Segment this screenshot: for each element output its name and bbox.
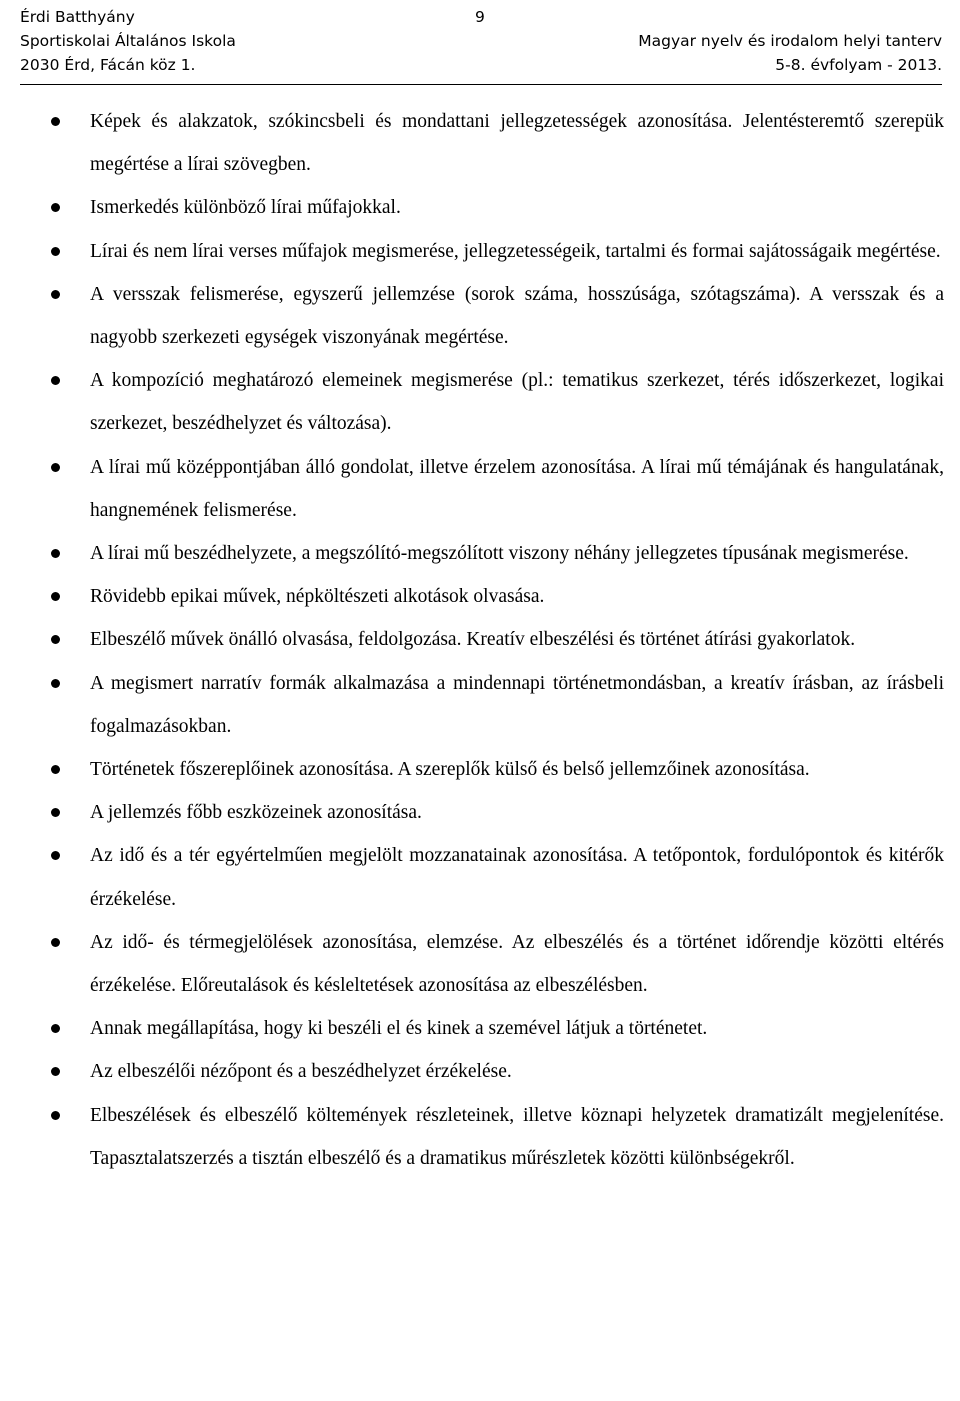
bullet-icon (51, 117, 60, 126)
bullet-list (0, 100, 960, 1180)
bullet-icon (51, 765, 60, 774)
list-item (0, 662, 960, 748)
header-address: 2030 Érd, Fácán köz 1. (20, 56, 196, 74)
bullet-icon (51, 938, 60, 947)
list-item (0, 921, 960, 1007)
list-item (0, 186, 960, 229)
list-item (0, 230, 960, 273)
list-item-text: A lírai mű beszédhelyzete, a megszólító-megszólított viszony néhány jellegzetes típusának megismerése. (90, 543, 909, 565)
page-header (20, 0, 942, 85)
bullet-icon (51, 463, 60, 472)
bullet-icon (51, 1024, 60, 1033)
bullet-icon (51, 1067, 60, 1076)
document-body (0, 100, 960, 1180)
bullet-icon (51, 1111, 60, 1120)
list-item-text: Történetek főszereplőinek azonosítása. A szereplők külső és belső jellemzőinek azonosítása. (90, 759, 810, 781)
list-item (0, 791, 960, 834)
list-item (0, 834, 960, 920)
list-item-text: A megismert narratív formák alkalmazása a mindennapi történetmondásban, a kreatív írásban, az írásbeli fogalmazásokban. (90, 672, 944, 737)
list-item (0, 748, 960, 791)
list-item (0, 532, 960, 575)
header-grade-range: 5-8. évfolyam - 2013. (775, 56, 942, 74)
list-item-text: A lírai mű középpontjában álló gondolat, illetve érzelem azonosítása. A lírai mű témájának és hangulatának, hangnemének felismerése. (90, 456, 944, 521)
bullet-icon (51, 247, 60, 256)
list-item (0, 100, 960, 186)
header-curriculum: Magyar nyelv és irodalom helyi tanterv (638, 32, 942, 50)
page-number: 9 (475, 8, 485, 26)
list-item-text: Képek és alakzatok, szókincsbeli és mondattani jellegzetességek azonosítása. Jelentésteremtő szerepük megértése a lírai szövegben. (90, 111, 944, 176)
list-item (0, 359, 960, 445)
list-item (0, 446, 960, 532)
list-item (0, 1007, 960, 1050)
bullet-icon (51, 635, 60, 644)
list-item-text: Elbeszélések és elbeszélő költemények részleteinek, illetve köznapi helyzetek dramatizált megjelenítése. Tapasztalatszerzés a tisztán elbeszélő és a dramatikus műrészletek közötti különbségekről. (90, 1104, 944, 1169)
bullet-icon (51, 851, 60, 860)
list-item-text: A versszak felismerése, egyszerű jellemzése (sorok száma, hosszúsága, szótagszáma). A versszak és a nagyobb szerkezeti egységek viszonyának megértése. (90, 283, 944, 349)
list-item-text: Elbeszélő művek önálló olvasása, feldolgozása. Kreatív elbeszélési és történet átírási gyakorlatok. (90, 629, 856, 651)
list-item (0, 1094, 960, 1180)
list-item-text: Lírai és nem lírai verses műfajok megismerése, jellegzetességeik, tartalmi és formai sajátosságaik megértése. (90, 240, 941, 262)
header-school-name: Érdi Batthyány (20, 8, 135, 26)
list-item (0, 575, 960, 618)
list-item-text: Ismerkedés különböző lírai műfajokkal. (90, 197, 401, 219)
bullet-icon (51, 203, 60, 212)
list-item (0, 1050, 960, 1093)
bullet-icon (51, 592, 60, 601)
list-item-text: Az idő és a tér egyértelműen megjelölt mozzanatainak azonosítása. A tetőpontok, fordulópontok és kitérők érzékelése. (90, 845, 944, 910)
bullet-icon (51, 290, 60, 299)
header-school-type: Sportiskolai Általános Iskola (20, 32, 236, 50)
list-item (0, 273, 960, 359)
bullet-icon (51, 808, 60, 817)
list-item-text: Az idő- és térmegjelölések azonosítása, elemzése. Az elbeszélés és a történet időrendje közötti eltérés érzékelése. Előreutalások és késleltetések azonosítása az elbeszélésben. (90, 931, 944, 997)
list-item-text: Az elbeszélői nézőpont és a beszédhelyzet érzékelése. (90, 1061, 512, 1083)
list-item-text: Rövidebb epikai művek, népköltészeti alkotások olvasása. (90, 586, 545, 608)
list-item-text: A jellemzés főbb eszközeinek azonosítása. (90, 802, 422, 824)
bullet-icon (51, 376, 60, 385)
bullet-icon (51, 679, 60, 688)
list-item-text: Annak megállapítása, hogy ki beszéli el és kinek a szemével látjuk a történetet. (90, 1018, 708, 1040)
bullet-icon (51, 549, 60, 558)
list-item-text: A kompozíció meghatározó elemeinek megismerése (pl.: tematikus szerkezet, térés időszerkezet, logikai szerkezet, beszédhelyzet és változása). (90, 370, 944, 435)
list-item (0, 618, 960, 661)
